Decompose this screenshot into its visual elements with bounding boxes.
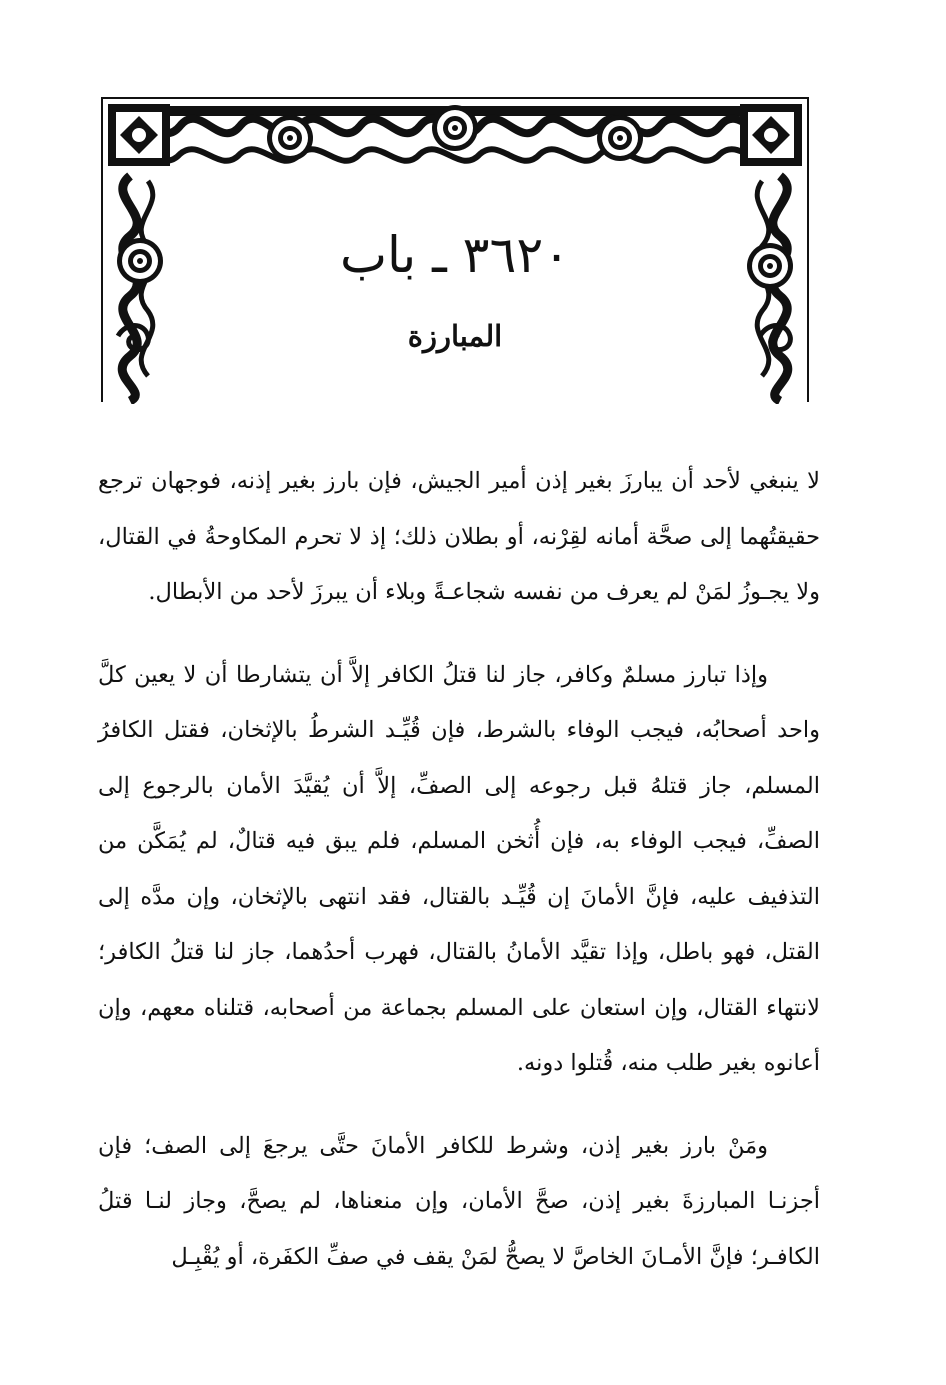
chapter-title: المبارزة (407, 319, 503, 353)
paragraph: ومَنْ بارز بغير إذن، وشرط للكافر الأمانَ حتَّى يرجعَ إلى الصف؛ فإن أجزنـا المبارزةَ بغير إذن، صحَّ الأمان، وإن منعناها، لم يصحَّ، وجاز لنـا قتلُ الكافـر؛ فإنَّ الأمـانَ الخاصَّ لا يصحُّ لمَنْ يقف في صفِّ الكفَرة، أو يُقْبِـل (98, 1132, 820, 1270)
paragraph: لا ينبغي لأحد أن يبارزَ بغير إذن أمير الجيش، فإن بارز بغير إذنه، فوجهان ترجع حقيقتُهما إلى صحَّة أمانه لقِرْنه، أو بطلان ذلك؛ إذ لا تحرم المكاوحةُ في القتال، ولا يجـوزُ لمَنْ لم يعرف من نفسه شجاعـةً وبلاء أن يبرزَ لأحد من الأبطال. (98, 468, 820, 605)
paragraph: وإذا تبارز مسلمٌ وكافر، جاز لنا قتلُ الكافر إلاَّ أن يتشارطا أن لا يعين كلَّ واحد أصحابُه، فيجب الوفاء بالشرط، فإن قُيِّـد الشرطُ بالإثخان، فقتل الكافرُ المسلم، جاز قتلهُ قبل رجوعه إلى الصفِّ، إلاَّ أن يُقيَّدَ الأمان بالرجوع إلى الصفِّ، فيجب الوفاء به، فإن أُثخن المسلم، فلم يبق فيه قتالٌ، لم يُمَكَّن من التذفيف عليه، فإنَّ الأمانَ إن قُيِّـد بالقتال، فقد انتهى بالإثخان، وإن مدَّه إلى القتل، فهو باطل، وإذا تقيَّد الأمانُ بالقتال، فهرب أحدُهما، جاز لنا قتلُ الكافر؛ لانتهاء القتال، وإن استعان على المسلم بجماعة من أصحابه، قتلناه معهم، وإن أعانوه بغير طلب منه، قُتلوا دونه. (98, 661, 820, 1076)
chapter-heading: ٣٦٢٠ ـ باب (339, 226, 571, 284)
body-text (98, 454, 820, 1285)
